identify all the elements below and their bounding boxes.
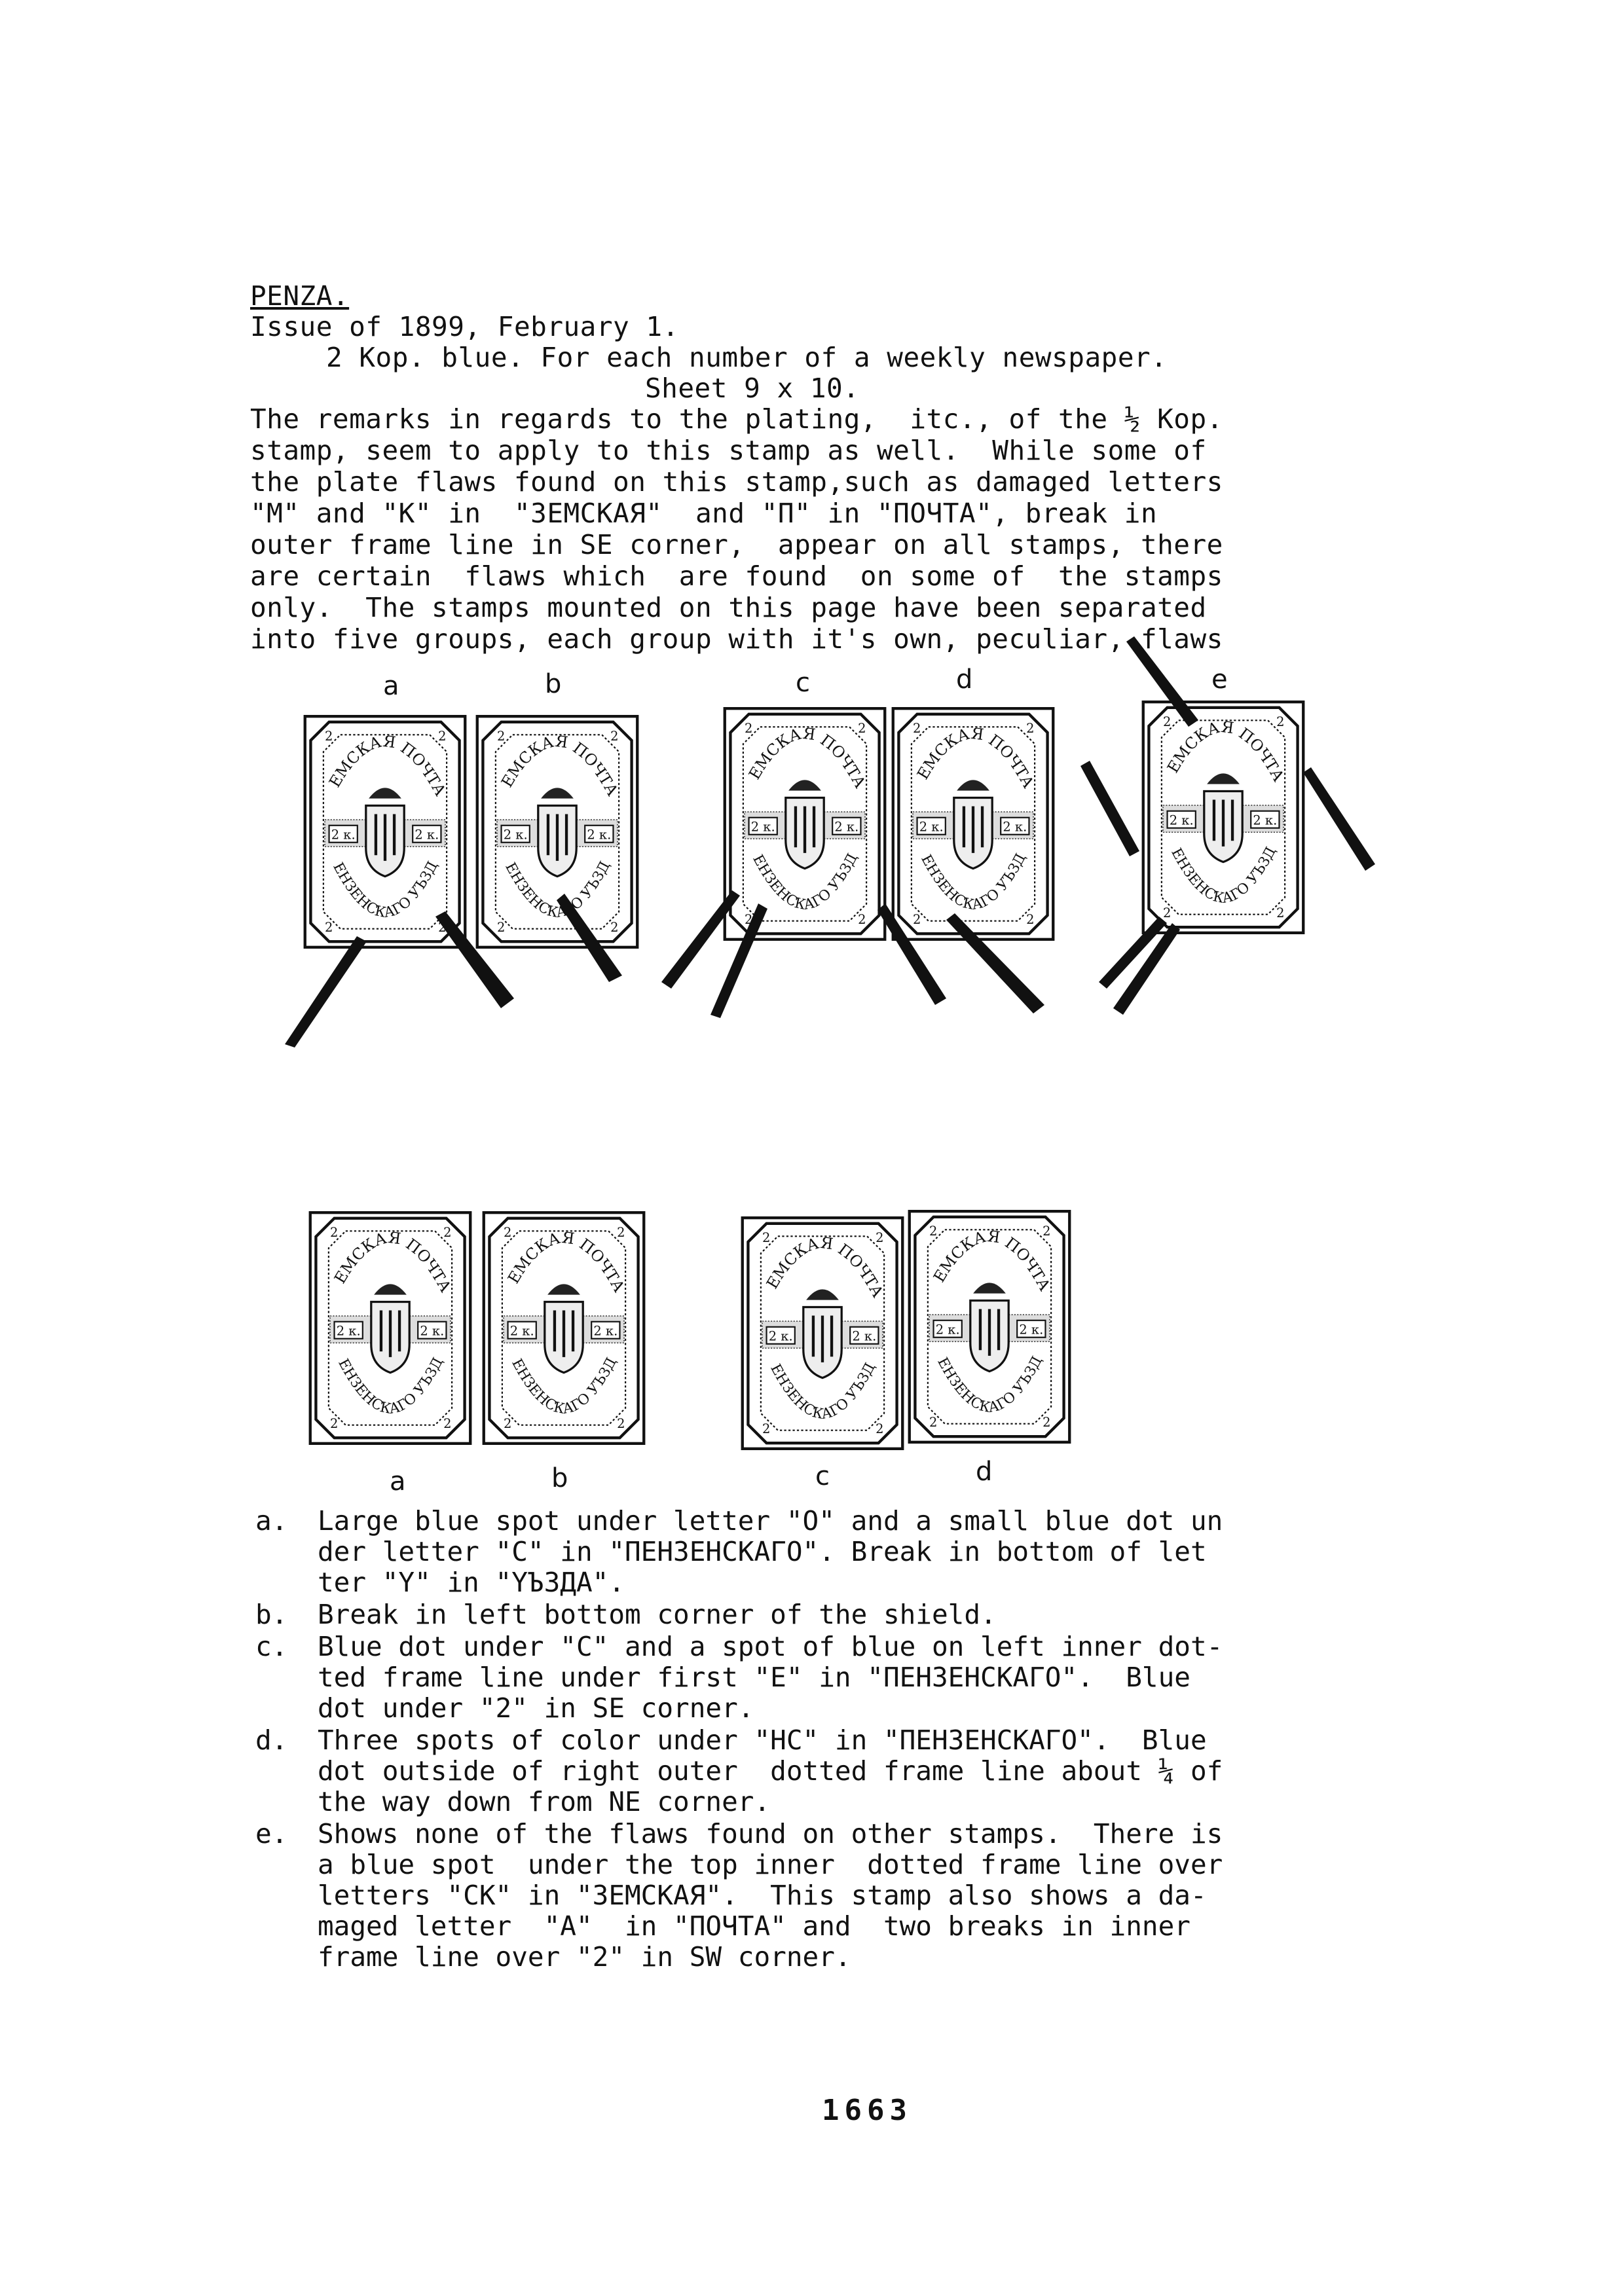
page-number: 1663 — [822, 2094, 912, 2127]
intro-line: "M" and "K" in "3EMCKAЯ" and "П" in "ПОЧТА", break in — [250, 498, 1158, 529]
pointer-c3 — [877, 903, 946, 1005]
stamp-bottom-c — [740, 1216, 905, 1450]
bottom-label-c: c — [815, 1461, 830, 1491]
note-letter: a. — [255, 1505, 288, 1537]
bottom-label-d: d — [976, 1457, 993, 1487]
intro-line: into five groups, each group with it's own, peculiar, flaws — [250, 623, 1223, 655]
intro-line: only. The stamps mounted on this page have been separated — [250, 592, 1207, 623]
note-text: Blue dot under "C" and a spot of blue on left inner dot- ted frame line under first "E" in "ПЕНЗЕНСКАГО". Blue dot under "2" in SE corner. — [318, 1631, 1223, 1724]
note-e — [255, 1819, 1369, 1973]
intro-line: The remarks in regards to the plating, itc., of the ½ Kop. — [250, 403, 1223, 435]
note-b — [255, 1599, 1369, 1630]
pointer-d1 — [946, 913, 1044, 1013]
note-d — [255, 1725, 1369, 1817]
pointer-e2 — [1080, 761, 1139, 856]
note-c — [255, 1631, 1369, 1724]
group-label-b: b — [545, 669, 562, 699]
intro-line: outer frame line in SE corner, appear on all stamps, there — [250, 529, 1223, 560]
note-text: Three spots of color under "HC" in "ПЕНЗЕНСКАГО". Blue dot outside of right outer dotted frame line about ¼ of the way down from NE corner. — [318, 1724, 1223, 1817]
note-letter: c. — [255, 1631, 288, 1662]
stamp-bottom-d — [907, 1210, 1072, 1444]
pointer-b1 — [557, 894, 622, 982]
note-text: Shows none of the flaws found on other stamps. There is a blue spot under the top inner dotted frame line over letters "CK" in "3EMCKAЯ". This stamp also shows a da- maged letter "A" in "ПОЧТА" and two breaks in inner frame line over "2" in SW corner. — [318, 1818, 1223, 1973]
issue-line: Issue of 1899, February 1. — [250, 311, 679, 342]
pointer-e1 — [1126, 636, 1198, 727]
sheet-line: Sheet 9 x 10. — [645, 373, 860, 404]
pointer-a2 — [435, 911, 514, 1008]
group-label-d: d — [956, 665, 973, 695]
group-label-c: c — [796, 668, 810, 698]
pointer-a1 — [285, 936, 367, 1048]
stamp-bottom-b — [481, 1211, 646, 1445]
note-text: Large blue spot under letter "O" and a small blue dot un der letter "C" in "ПЕНЗЕНСКАГО". Break in bottom of let ter "Y" in "YЪЗДА". — [318, 1505, 1223, 1598]
bottom-label-b: b — [551, 1463, 568, 1493]
flaw-notes — [255, 1506, 1369, 1974]
note-a — [255, 1506, 1369, 1598]
note-letter: e. — [255, 1818, 288, 1850]
group-label-e: e — [1211, 665, 1228, 695]
intro-line: the plate flaws found on this stamp,such as damaged letters — [250, 466, 1223, 498]
pointer-e3 — [1303, 767, 1375, 871]
note-text: Break in left bottom corner of the shield. — [318, 1599, 997, 1630]
page-title: PENZA. — [250, 280, 350, 312]
denomination-line: 2 Kop. blue. For each number of a weekly newspaper. — [326, 342, 1168, 373]
intro-line: are certain flaws which are found on some of the stamps — [250, 560, 1223, 592]
group-label-a: a — [383, 671, 399, 701]
intro-line: stamp, seem to apply to this stamp as well. While some of — [250, 435, 1207, 466]
note-letter: b. — [255, 1599, 288, 1630]
bottom-label-a: a — [390, 1467, 406, 1497]
stamp-bottom-a — [308, 1211, 473, 1445]
note-letter: d. — [255, 1724, 288, 1756]
